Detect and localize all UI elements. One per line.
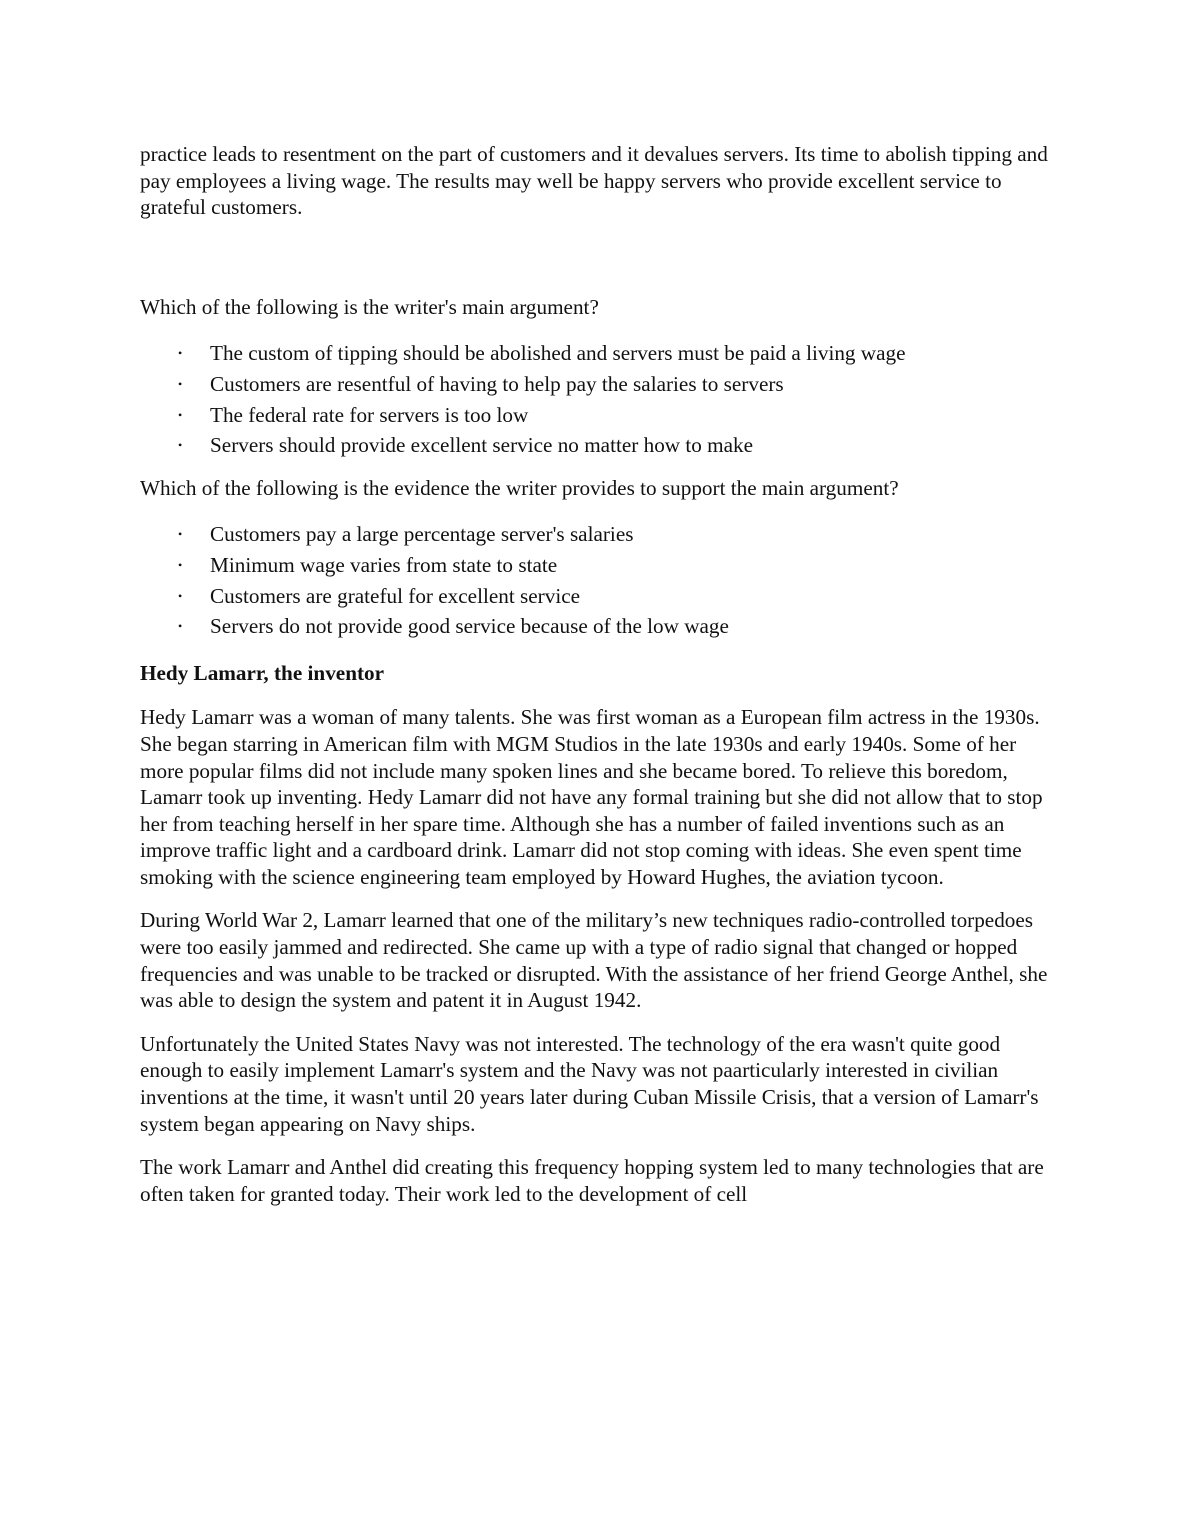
intro-paragraph: practice leads to resentment on the part of customers and it devalues servers. Its time to abolish tipping and pay employees a living wage. The results may well be happy servers who provide excellent service to grateful customers. bbox=[140, 142, 1048, 220]
bullet-icon: • bbox=[178, 619, 183, 634]
question-2: Which of the following is the evidence the writer provides to support the main argument? bbox=[140, 475, 899, 500]
bullet-icon: • bbox=[178, 557, 183, 572]
question-1-options bbox=[140, 338, 1060, 460]
option-text: Customers are resentful of having to help pay the salaries to servers bbox=[210, 371, 784, 396]
question-1: Which of the following is the writer's main argument? bbox=[140, 294, 599, 319]
option-text: The federal rate for servers is too low bbox=[210, 402, 529, 427]
bullet-icon: • bbox=[178, 407, 183, 422]
list-item bbox=[140, 611, 1060, 642]
question-2-options bbox=[140, 519, 1060, 641]
list-item bbox=[140, 369, 1060, 400]
list-item bbox=[140, 430, 1060, 461]
option-text: Minimum wage varies from state to state bbox=[210, 552, 558, 577]
list-item bbox=[140, 581, 1060, 612]
document-page bbox=[140, 141, 1060, 1224]
option-text: The custom of tipping should be abolished and servers must be paid a living wage bbox=[210, 341, 906, 366]
list-item bbox=[140, 338, 1060, 369]
list-item bbox=[140, 400, 1060, 431]
article-paragraph-1: Hedy Lamarr was a woman of many talents. She was first woman as a European film actress in the 1930s. She began starring in American film with MGM Studios in the late 1930s and early 1940s. Some of her more popular films did not include many spoken lines and she became bored. To relieve this boredom, Lamarr took up inventing. Hedy Lamarr did not have any formal training but she did not allow that to stop her from teaching herself in her spare time. Although she has a number of failed inventions such as an improve traffic light and a cardboard drink. Lamarr did not stop coming with ideas. She even spent time smoking with the science engineering team employed by Howard Hughes, the aviation tycoon. bbox=[140, 705, 1043, 889]
bullet-icon: • bbox=[178, 438, 183, 453]
article-heading: Hedy Lamarr, the inventor bbox=[140, 660, 385, 685]
option-text: Customers are grateful for excellent service bbox=[210, 583, 581, 608]
option-text: Servers do not provide good service because of the low wage bbox=[210, 614, 729, 639]
article-paragraph-3: Unfortunately the United States Navy was not interested. The technology of the era wasn't quite good enough to easily implement Lamarr's system and the Navy was not paarticularly interested in civilian inventions at the time, it wasn't until 20 years later during Cuban Missile Crisis, that a version of Lamarr's system began appearing on Navy ships. bbox=[140, 1031, 1039, 1136]
bullet-icon: • bbox=[178, 376, 183, 391]
option-text: Customers pay a large percentage server's salaries bbox=[210, 522, 634, 547]
list-item bbox=[140, 550, 1060, 581]
article-paragraph-2: During World War 2, Lamarr learned that one of the military’s new techniques radio-controlled torpedoes were too easily jammed and redirected. She came up with a type of radio signal that changed or hopped frequencies and was unable to be tracked or disrupted. With the assistance of her friend George Anthel, she was able to design the system and patent it in August 1942. bbox=[140, 908, 1048, 1013]
list-item bbox=[140, 519, 1060, 550]
bullet-icon: • bbox=[178, 588, 183, 603]
article-paragraph-4: The work Lamarr and Anthel did creating this frequency hopping system led to many technologies that are often taken for granted today. Their work led to the development of cell bbox=[140, 1155, 1044, 1206]
option-text: Servers should provide excellent service no matter how to make bbox=[210, 433, 754, 458]
bullet-icon: • bbox=[178, 527, 183, 542]
bullet-icon: • bbox=[178, 346, 183, 361]
